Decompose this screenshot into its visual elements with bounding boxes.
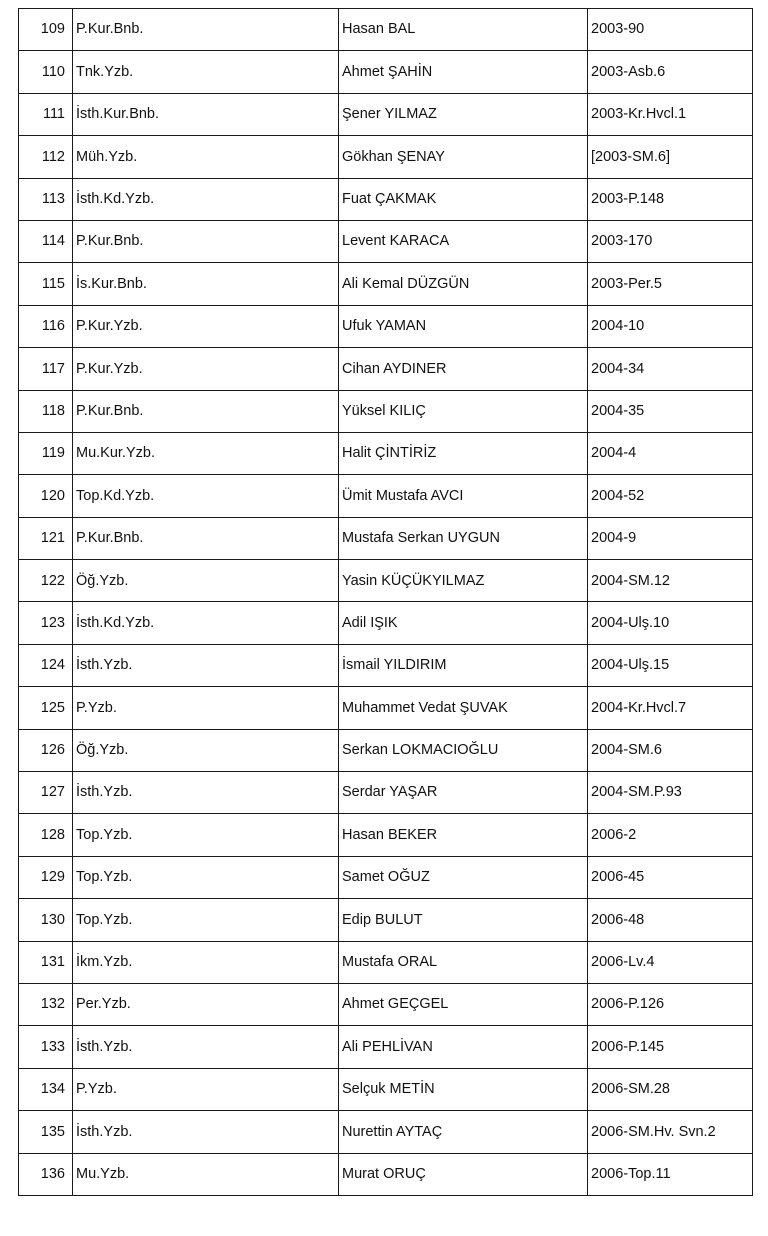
table-row xyxy=(19,51,753,93)
name-cell: Muhammet Vedat ŞUVAK xyxy=(339,687,588,729)
rank-cell: P.Kur.Bnb. xyxy=(73,9,339,51)
table-row xyxy=(19,772,753,814)
rank-cell: İsth.Yzb. xyxy=(73,772,339,814)
table-row xyxy=(19,644,753,686)
code-cell: 2004-Kr.Hvcl.7 xyxy=(588,687,753,729)
row-number: 120 xyxy=(19,475,73,517)
name-cell: Adil IŞIK xyxy=(339,602,588,644)
table-row xyxy=(19,941,753,983)
table-row xyxy=(19,348,753,390)
row-number: 130 xyxy=(19,899,73,941)
rank-cell: Öğ.Yzb. xyxy=(73,560,339,602)
code-cell: 2004-Ulş.15 xyxy=(588,644,753,686)
name-cell: Nurettin AYTAÇ xyxy=(339,1111,588,1153)
name-cell: Yasin KÜÇÜKYILMAZ xyxy=(339,560,588,602)
table-row xyxy=(19,560,753,602)
name-cell: Ali PEHLİVAN xyxy=(339,1026,588,1068)
rank-cell: İsth.Yzb. xyxy=(73,644,339,686)
table-row xyxy=(19,178,753,220)
code-cell: [2003-SM.6] xyxy=(588,136,753,178)
row-number: 133 xyxy=(19,1026,73,1068)
table-row xyxy=(19,220,753,262)
name-cell: Samet OĞUZ xyxy=(339,856,588,898)
rank-cell: İsth.Kur.Bnb. xyxy=(73,93,339,135)
row-number: 121 xyxy=(19,517,73,559)
row-number: 132 xyxy=(19,983,73,1025)
rank-cell: P.Kur.Yzb. xyxy=(73,348,339,390)
row-number: 113 xyxy=(19,178,73,220)
name-cell: Cihan AYDINER xyxy=(339,348,588,390)
name-cell: Hasan BEKER xyxy=(339,814,588,856)
code-cell: 2004-4 xyxy=(588,432,753,474)
rank-cell: Mu.Kur.Yzb. xyxy=(73,432,339,474)
rank-cell: Tnk.Yzb. xyxy=(73,51,339,93)
row-number: 110 xyxy=(19,51,73,93)
row-number: 123 xyxy=(19,602,73,644)
name-cell: Selçuk METİN xyxy=(339,1068,588,1110)
row-number: 112 xyxy=(19,136,73,178)
table-row xyxy=(19,602,753,644)
code-cell: 2004-Ulş.10 xyxy=(588,602,753,644)
code-cell: 2003-90 xyxy=(588,9,753,51)
table-row xyxy=(19,9,753,51)
code-cell: 2006-P.126 xyxy=(588,983,753,1025)
personnel-table xyxy=(18,8,753,1196)
rank-cell: Per.Yzb. xyxy=(73,983,339,1025)
row-number: 114 xyxy=(19,220,73,262)
code-cell: 2004-SM.12 xyxy=(588,560,753,602)
code-cell: 2004-52 xyxy=(588,475,753,517)
row-number: 115 xyxy=(19,263,73,305)
name-cell: Edip BULUT xyxy=(339,899,588,941)
rank-cell: P.Kur.Bnb. xyxy=(73,390,339,432)
name-cell: Murat ORUÇ xyxy=(339,1153,588,1195)
row-number: 116 xyxy=(19,305,73,347)
table-row xyxy=(19,1153,753,1195)
row-number: 127 xyxy=(19,772,73,814)
row-number: 122 xyxy=(19,560,73,602)
rank-cell: P.Kur.Bnb. xyxy=(73,220,339,262)
code-cell: 2006-45 xyxy=(588,856,753,898)
name-cell: Hasan BAL xyxy=(339,9,588,51)
code-cell: 2006-48 xyxy=(588,899,753,941)
rank-cell: İkm.Yzb. xyxy=(73,941,339,983)
table-row xyxy=(19,814,753,856)
row-number: 119 xyxy=(19,432,73,474)
name-cell: Ümit Mustafa AVCI xyxy=(339,475,588,517)
name-cell: Levent KARACA xyxy=(339,220,588,262)
name-cell: Ahmet ŞAHİN xyxy=(339,51,588,93)
code-cell: 2003-Kr.Hvcl.1 xyxy=(588,93,753,135)
table-row xyxy=(19,1068,753,1110)
row-number: 131 xyxy=(19,941,73,983)
code-cell: 2004-35 xyxy=(588,390,753,432)
name-cell: Şener YILMAZ xyxy=(339,93,588,135)
table-row xyxy=(19,856,753,898)
row-number: 129 xyxy=(19,856,73,898)
code-cell: 2004-SM.6 xyxy=(588,729,753,771)
code-cell: 2006-SM.28 xyxy=(588,1068,753,1110)
name-cell: Serkan LOKMACIOĞLU xyxy=(339,729,588,771)
row-number: 124 xyxy=(19,644,73,686)
table-row xyxy=(19,305,753,347)
rank-cell: Top.Yzb. xyxy=(73,899,339,941)
rank-cell: İs.Kur.Bnb. xyxy=(73,263,339,305)
row-number: 109 xyxy=(19,9,73,51)
code-cell: 2006-2 xyxy=(588,814,753,856)
name-cell: Mustafa Serkan UYGUN xyxy=(339,517,588,559)
table-row xyxy=(19,263,753,305)
row-number: 117 xyxy=(19,348,73,390)
table-row xyxy=(19,983,753,1025)
code-cell: 2004-10 xyxy=(588,305,753,347)
code-cell: 2006-Lv.4 xyxy=(588,941,753,983)
code-cell: 2003-Asb.6 xyxy=(588,51,753,93)
table-row xyxy=(19,93,753,135)
table-row xyxy=(19,729,753,771)
table-row xyxy=(19,1111,753,1153)
code-cell: 2003-Per.5 xyxy=(588,263,753,305)
table-row xyxy=(19,899,753,941)
rank-cell: P.Yzb. xyxy=(73,687,339,729)
rank-cell: Top.Yzb. xyxy=(73,856,339,898)
row-number: 136 xyxy=(19,1153,73,1195)
table-row xyxy=(19,136,753,178)
row-number: 126 xyxy=(19,729,73,771)
name-cell: Ali Kemal DÜZGÜN xyxy=(339,263,588,305)
rank-cell: P.Kur.Yzb. xyxy=(73,305,339,347)
rank-cell: İsth.Kd.Yzb. xyxy=(73,178,339,220)
row-number: 134 xyxy=(19,1068,73,1110)
document-sheet xyxy=(18,8,752,1196)
code-cell: 2004-SM.P.93 xyxy=(588,772,753,814)
rank-cell: Mu.Yzb. xyxy=(73,1153,339,1195)
table-row xyxy=(19,432,753,474)
row-number: 125 xyxy=(19,687,73,729)
table-row xyxy=(19,390,753,432)
name-cell: Ahmet GEÇGEL xyxy=(339,983,588,1025)
row-number: 128 xyxy=(19,814,73,856)
rank-cell: Öğ.Yzb. xyxy=(73,729,339,771)
table-row xyxy=(19,687,753,729)
personnel-table-body xyxy=(19,9,753,1196)
code-cell: 2006-Top.11 xyxy=(588,1153,753,1195)
code-cell: 2003-P.148 xyxy=(588,178,753,220)
name-cell: Serdar YAŞAR xyxy=(339,772,588,814)
name-cell: Yüksel KILIÇ xyxy=(339,390,588,432)
code-cell: 2006-P.145 xyxy=(588,1026,753,1068)
rank-cell: Top.Yzb. xyxy=(73,814,339,856)
row-number: 111 xyxy=(19,93,73,135)
name-cell: Halit ÇİNTİRİZ xyxy=(339,432,588,474)
rank-cell: Top.Kd.Yzb. xyxy=(73,475,339,517)
rank-cell: P.Yzb. xyxy=(73,1068,339,1110)
rank-cell: İsth.Yzb. xyxy=(73,1026,339,1068)
code-cell: 2006-SM.Hv. Svn.2 xyxy=(588,1111,753,1153)
name-cell: Gökhan ŞENAY xyxy=(339,136,588,178)
rank-cell: İsth.Yzb. xyxy=(73,1111,339,1153)
table-row xyxy=(19,1026,753,1068)
row-number: 135 xyxy=(19,1111,73,1153)
name-cell: Ufuk YAMAN xyxy=(339,305,588,347)
name-cell: Mustafa ORAL xyxy=(339,941,588,983)
rank-cell: P.Kur.Bnb. xyxy=(73,517,339,559)
table-row xyxy=(19,517,753,559)
code-cell: 2003-170 xyxy=(588,220,753,262)
code-cell: 2004-9 xyxy=(588,517,753,559)
name-cell: Fuat ÇAKMAK xyxy=(339,178,588,220)
table-row xyxy=(19,475,753,517)
rank-cell: Müh.Yzb. xyxy=(73,136,339,178)
row-number: 118 xyxy=(19,390,73,432)
name-cell: İsmail YILDIRIM xyxy=(339,644,588,686)
code-cell: 2004-34 xyxy=(588,348,753,390)
rank-cell: İsth.Kd.Yzb. xyxy=(73,602,339,644)
